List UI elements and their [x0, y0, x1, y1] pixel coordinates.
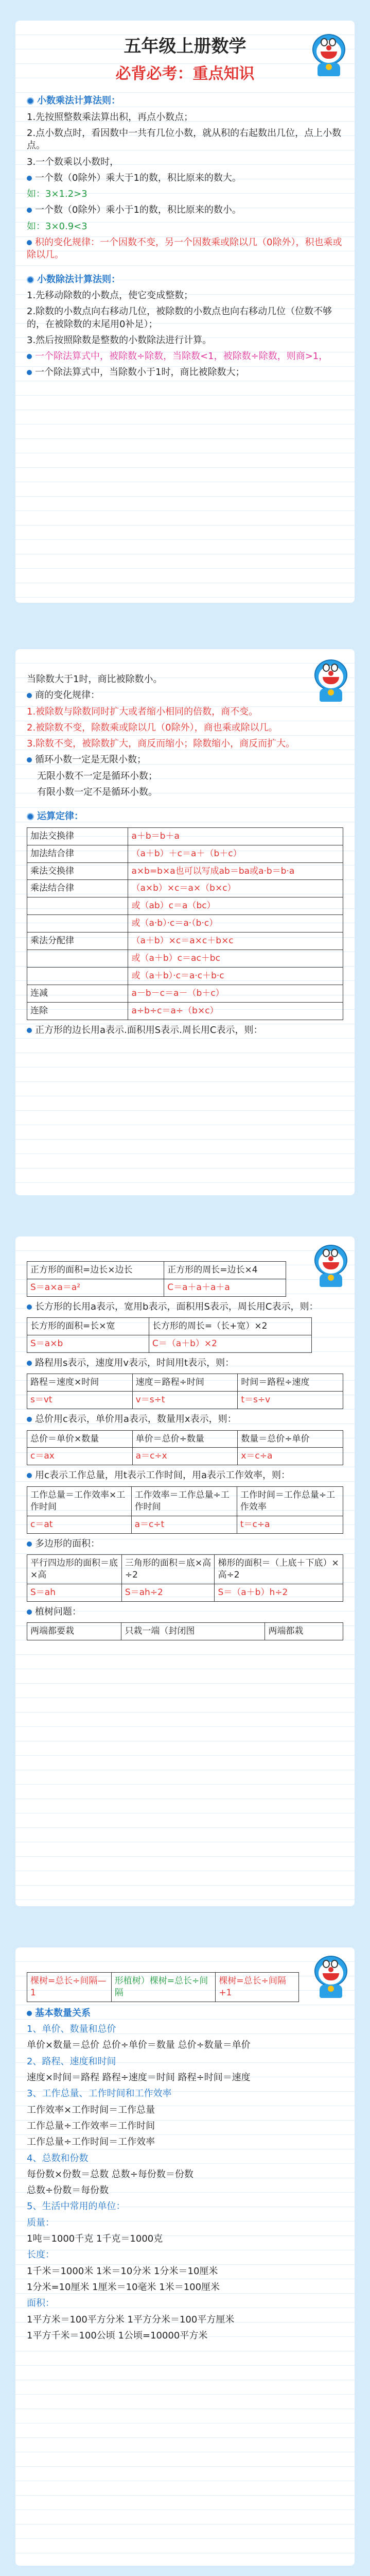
laws-table [27, 827, 343, 1020]
text-line: 3.一个数乘以小数时， [27, 156, 119, 167]
table-row [27, 897, 343, 915]
bullet-icon [27, 1361, 32, 1366]
rect-table [27, 1317, 312, 1353]
text-line: 2.点小数点时，看因数中一共有几位小数，就从积的右起数出几位，点上小数点。 [27, 127, 342, 151]
law-name: 连除 [27, 1003, 128, 1020]
table-row [27, 933, 343, 950]
example-line: 如：3×1.2>3 [27, 189, 87, 200]
text-line: 单价×数量＝总价 总价÷单价＝数量 总价÷数量＝单价 [27, 2040, 251, 2051]
pin-icon [27, 276, 34, 283]
subheading: 3、工作总量、工作时间和工作效率 [27, 2088, 172, 2099]
text-line: 每份数×份数＝总数 总数÷每份数＝份数 [27, 2168, 193, 2180]
law-formula: a×b=b×a也可以写成ab＝ba或a·b＝b·a [128, 862, 343, 880]
text-line: 用c表示工作总量，用t表示工作时间，用a表示工作效率，则： [35, 1470, 290, 1481]
table-cell: a＝c÷t [131, 1516, 237, 1533]
text-line: 植树问题： [35, 1606, 81, 1617]
table-cell: C＝a＋a＋a＋a [164, 1279, 286, 1296]
text-line: 速度×时间＝路程 路程÷速度＝时间 路程÷时间＝速度 [27, 2072, 251, 2083]
law-formula: 或（ab）c＝a（bc） [128, 897, 343, 915]
text-line: 多边形的面积： [35, 1538, 100, 1549]
table-cell: c＝ax [27, 1448, 133, 1465]
table-cell: 单价＝总价÷数量 [132, 1430, 238, 1448]
table-cell: 速度＝路程÷时间 [132, 1374, 238, 1392]
section-heading: 小数除法计算法则： [37, 274, 120, 285]
table-cell: 工作总量＝工作效率×工作时间 [27, 1486, 132, 1516]
text-line: 长方形的长用a表示，宽用b表示，面积用S表示，周长用C表示，则： [35, 1301, 319, 1312]
subheading: 1、单价、数量和总价 [27, 2024, 116, 2035]
text-line: 3.然后按照除数是整数的小数除法进行计算。 [27, 334, 212, 346]
card-laws [15, 649, 355, 1195]
law-name [27, 897, 128, 915]
polygon-table [27, 1554, 343, 1602]
text-line: 1平方千米＝100公顷 1公顷=10000平方米 [27, 2330, 208, 2341]
table-row [27, 880, 343, 897]
subheading: 2、路程、速度和时间 [27, 2056, 116, 2067]
table-cell: 工作时间＝工作总量÷工作效率 [237, 1486, 343, 1516]
table-cell: 形植树）棵树=总长÷间隔 [111, 1973, 216, 2002]
table-cell: x＝c÷a [238, 1448, 343, 1465]
bullet-icon [27, 370, 32, 375]
table-cell: S＝（a＋b）h÷2 [215, 1584, 343, 1601]
text-line: 循环小数一定是无限小数； [35, 754, 146, 766]
law-name [27, 915, 128, 933]
table-cell: 路程＝速度×时间 [27, 1374, 133, 1392]
law-name: 连减 [27, 985, 128, 1003]
section-heading: 基本数量关系 [35, 2007, 91, 2019]
table-cell: S＝ah÷2 [121, 1584, 215, 1601]
law-name: 乘法分配律 [27, 933, 128, 950]
law-name: 乘法结合律 [27, 880, 128, 897]
subheading: 4、总数和份数 [27, 2153, 89, 2164]
bullet-icon [27, 1541, 32, 1547]
table-cell: c＝at [27, 1516, 132, 1533]
table-cell: 梯形的面积＝（上底＋下底）×高÷2 [215, 1554, 343, 1584]
law-name [27, 968, 128, 985]
law-formula: a＋b＝b＋a [128, 827, 343, 845]
text-line: 路程用s表示，速度用v表示，时间用t表示，则： [35, 1358, 235, 1369]
text-line: 工作总量÷工作时间＝工作效率 [27, 2137, 155, 2148]
card-quantities [15, 1947, 355, 2566]
law-formula: 或（a＋b）·c＝a·c＋b·c [128, 968, 343, 985]
law-formula: a÷b÷c＝a÷（b×c） [128, 1003, 343, 1020]
table-cell: 只栽一端（封闭图 [121, 1622, 265, 1640]
section-heading: 小数乘法计算法则： [37, 95, 120, 107]
law-name: 乘法交换律 [27, 862, 128, 880]
text-line: 总数÷份数＝每份数 [27, 2185, 109, 2196]
text-line: 1分米=10厘米 1厘米＝10毫米 1米＝100厘米 [27, 2281, 220, 2293]
text-line: 一个除法算式中，被除数÷除数，当除数<1，被除数÷除数，则商>1， [35, 351, 328, 362]
table-cell: v＝s÷t [132, 1392, 238, 1409]
table-cell: S＝a×b [27, 1335, 149, 1353]
pin-icon [27, 813, 34, 820]
table-row [27, 915, 343, 933]
bullet-icon [27, 757, 32, 762]
card-multiply-divide [15, 21, 355, 603]
bullet-icon [27, 1473, 32, 1478]
law-name: 加法结合律 [27, 845, 128, 862]
doraemon-icon [308, 31, 349, 77]
table-cell: 平行四边形的面积＝底×高 [27, 1554, 122, 1584]
law-formula: （a＋b）＋c＝a＋（b＋c） [128, 845, 343, 862]
text-line: 1.被除数与除数同时扩大或者缩小相同的倍数，商不变。 [27, 706, 258, 717]
table-cell: 总价＝单价×数量 [27, 1430, 133, 1448]
text-line: 无限小数不一定是循环小数； [37, 770, 157, 782]
law-formula: 或（a＋b）c＝ac＋bc [128, 950, 343, 968]
unit-label: 长度： [27, 2249, 55, 2261]
law-formula: a－b－c＝a－（b＋c） [128, 985, 343, 1003]
bullet-icon [27, 1304, 32, 1310]
table-row [27, 827, 343, 845]
law-formula: （a×b）×c＝a×（b×c） [128, 880, 343, 897]
text-line: 积的变化规律：一个因数不变，另一个因数乘或除以几（0除外），积也乘或除以几。 [27, 237, 342, 261]
table-cell: 棵树=总长÷间隔+1 [216, 1973, 299, 2002]
price-table [27, 1430, 343, 1466]
text-line: 工作总量÷工作效率＝工作时间 [27, 2120, 155, 2131]
table-cell: S＝a×a＝a² [27, 1279, 164, 1296]
table-cell: t＝c÷a [237, 1516, 343, 1533]
table-row [27, 985, 343, 1003]
bullet-icon [27, 208, 32, 213]
table-cell: a＝c÷x [132, 1448, 238, 1465]
law-name [27, 950, 128, 968]
table-cell: 两端都栽 [265, 1622, 343, 1640]
table-cell: 数量＝总价÷单价 [238, 1430, 343, 1448]
law-name: 加法交换律 [27, 827, 128, 845]
subheading: 5、生活中常用的单位： [27, 2201, 126, 2212]
bullet-icon [27, 176, 32, 181]
table-cell: 时间＝路程÷速度 [238, 1374, 343, 1392]
table-cell: t＝s÷v [238, 1392, 343, 1409]
table-row [27, 968, 343, 985]
table-cell: s＝vt [27, 1392, 133, 1409]
bullet-icon [27, 2011, 32, 2016]
table-cell: 棵树=总长÷间隔—1 [27, 1973, 112, 2002]
law-formula: 或（a·b）·c＝a·（b·c） [128, 915, 343, 933]
text-line: 1.先移动除数的小数点，使它变成整数； [27, 290, 193, 301]
bullet-icon [27, 1417, 32, 1422]
text-line: 商的变化规律： [35, 690, 100, 701]
section-heading: 运算定律： [37, 811, 83, 822]
table-cell: 长方形的周长=（长+宽）×2 [149, 1318, 311, 1335]
page-subtitle: 必背必考：重点知识 [115, 64, 255, 83]
text-line: 总价用c表示，单价用a表示，数量用x表示，则： [35, 1414, 237, 1425]
text-line: 有限小数一定不是循环小数。 [37, 787, 157, 798]
bullet-icon [27, 1609, 32, 1615]
law-formula: （a＋b）×c＝a×c＋b×c [128, 933, 343, 950]
text-line: 3.除数不变，被除数扩大，商反而缩小；除数缩小，商反而扩大。 [27, 738, 295, 750]
pin-icon [27, 97, 34, 105]
text-line: 一个除法算式中，当除数小于1时，商比被除数大； [35, 367, 245, 378]
text-line: 1平方米＝100平方分米 1平方分米＝100平方厘米 [27, 2314, 235, 2325]
unit-label: 质量： [27, 2217, 55, 2228]
example-line: 如：3×0.9<3 [27, 221, 87, 232]
table-cell: C＝（a＋b）×2 [149, 1335, 311, 1353]
bullet-icon [27, 240, 32, 245]
table-cell: S＝ah [27, 1584, 122, 1601]
work-table [27, 1486, 343, 1534]
table-cell: 正方形的面积=边长×边长 [27, 1262, 164, 1279]
table-cell: 长方形的面积=长×宽 [27, 1318, 149, 1335]
doraemon-icon [310, 1242, 351, 1288]
distance-table [27, 1374, 343, 1409]
card-formulas [15, 1236, 355, 1906]
table-cell: 三角形的面积＝底×高÷2 [121, 1554, 215, 1584]
table-row [27, 862, 343, 880]
text-line: 工作效率×工作时间＝工作总量 [27, 2104, 155, 2115]
text-line: 1.先按照整数乘法算出积，再点小数点； [27, 111, 193, 123]
text-line: 1千米＝1000米 1米＝10分米 1分米＝10厘米 [27, 2265, 218, 2277]
text-line: 当除数大于1时，商比被除数小。 [27, 674, 163, 685]
tree-count-table [27, 1972, 299, 2002]
table-cell: 正方形的周长=边长×4 [164, 1262, 286, 1279]
text-line: 一个数（0除外）乘大于1的数，积比原来的数大。 [35, 172, 241, 183]
bullet-icon [27, 693, 32, 698]
bullet-icon [27, 1028, 32, 1033]
text-line: 一个数（0除外）乘小于1的数，积比原来的数小。 [35, 205, 241, 216]
bullet-icon [27, 354, 32, 359]
doraemon-icon [310, 656, 351, 703]
text-line: 2.除数的小数点向右移动几位，被除数的小数点也向右移动几位（位数不够的，在被除数的末尾用0补足）； [27, 306, 332, 330]
table-cell: 两端都要栽 [27, 1622, 121, 1640]
table-row [27, 845, 343, 862]
table-row [27, 950, 343, 968]
text-line: 正方形的边长用a表示.面积用S表示.周长用C表示，则： [35, 1024, 263, 1036]
page-title: 五年级上册数学 [124, 36, 246, 57]
text-line: 2.被除数不变，除数乘或除以几（0除外），商也乘或除以几。 [27, 722, 278, 733]
text-line: 1吨＝1000千克 1千克＝1000克 [27, 2233, 163, 2245]
unit-label: 面积： [27, 2298, 55, 2309]
doraemon-icon [310, 1953, 351, 1999]
table-cell: 工作效率＝工作总量÷工作时间 [131, 1486, 237, 1516]
square-table [27, 1261, 286, 1297]
tree-table [27, 1622, 343, 1640]
table-row [27, 1003, 343, 1020]
